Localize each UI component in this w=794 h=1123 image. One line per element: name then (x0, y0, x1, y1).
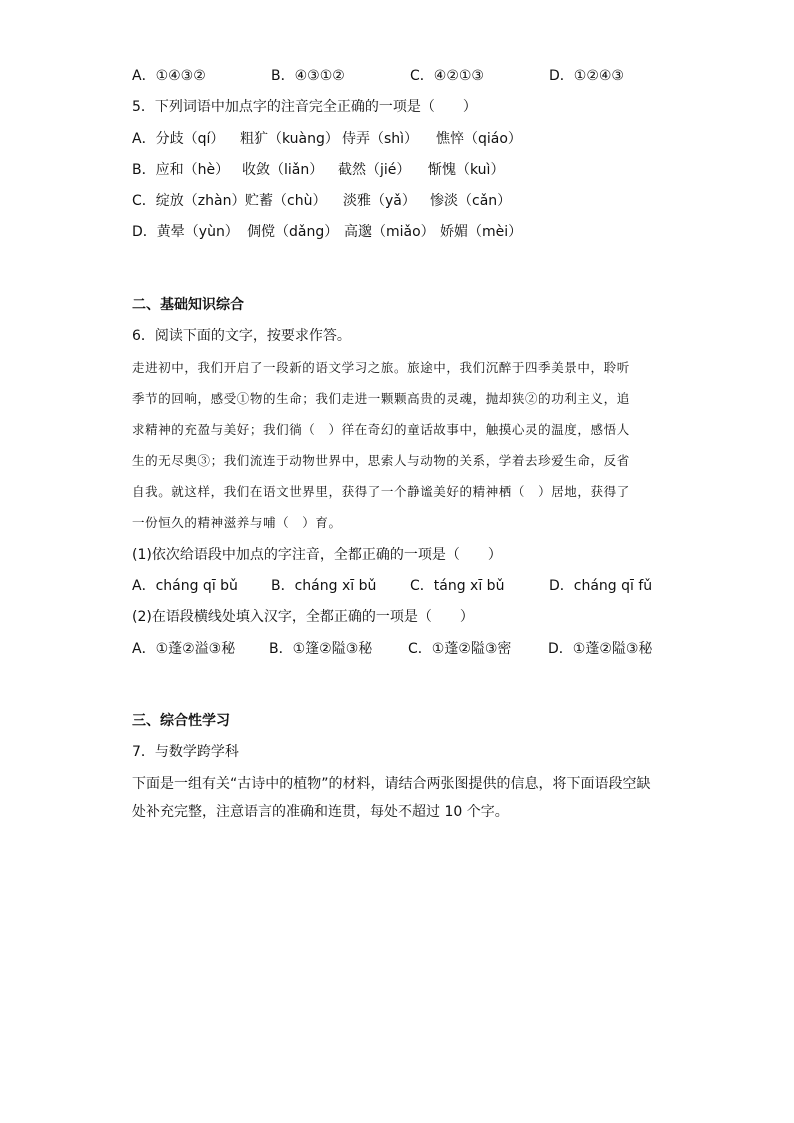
q5-b-word-3: 截然（jié） (338, 162, 411, 178)
q7-instruction-text: 下面是一组有关“古诗中的植物”的材料，请结合两张图提供的信息，将下面语段空缺处补充完整，注意语言的准确和连贯，每处不超过 10 个字。 (132, 776, 651, 820)
passage-line: 走进初中，我们开启了一段新的语文学习之旅。旅途中，我们沉醉于四季美景中，聆听 (132, 360, 630, 375)
q5-d-word-2: 倜傥（dǎng） (247, 224, 339, 240)
passage-line: 一份恒久的精神滋养与哺（ ）育。 (132, 515, 342, 530)
section-3-heading: 三、综合性学习 (132, 713, 230, 729)
q6-sub1-option-a: A．cháng qī bǔ (132, 578, 238, 594)
q6-sub2-option-a: A．①蓬②溢③秘 (132, 641, 236, 657)
q5-c-word-1: C．绽放（zhàn） (132, 193, 246, 209)
q4-option-b: B．④③①② (271, 68, 345, 84)
q5-a-word-4: 憔悴（qiáo） (436, 131, 522, 147)
q5-d-word-4: 娇媚（mèi） (440, 224, 523, 240)
q5-c-word-3: 淡雅（yǎ） (343, 193, 416, 209)
q4-option-a: A．①④③② (132, 68, 206, 84)
reading-passage (132, 352, 662, 538)
passage-line: 季节的回响，感受①物的生命；我们走进一颗颗高贵的灵魂，抛却狭②的功利主义，追 (132, 391, 630, 406)
q6-stem: 6．阅读下面的文字，按要求作答。 (132, 328, 351, 344)
q4-option-c: C．④②①③ (410, 68, 484, 84)
q6-sub1-option-d: D．cháng qī fǔ (549, 578, 653, 594)
passage-line: 生的无尽奥③；我们流连于动物世界中，思索人与动物的关系，学着去珍爱生命，反省 (132, 453, 630, 468)
q6-sub2-option-b: B．①篷②隘③秘 (269, 641, 373, 657)
q5-b-word-4: 惭愧（kuì） (428, 162, 505, 178)
q7-stem: 7．与数学跨学科 (132, 744, 239, 760)
q5-c-word-4: 惨淡（cǎn） (430, 193, 512, 209)
q5-b-word-2: 收敛（liǎn） (242, 162, 324, 178)
q5-a-word-2: 粗犷（kuàng） (240, 131, 339, 147)
q6-sub1-stem: (1)依次给语段中加点的字注音，全都正确的一项是（ ） (132, 547, 502, 563)
q6-sub2-option-c: C．①蓬②隘③密 (408, 641, 512, 657)
passage-line: 求精神的充盈与美好；我们徜（ ）徉在奇幻的童话故事中，触摸心灵的温度，感悟人 (132, 422, 630, 437)
q5-a-word-1: A．分歧（qí） (132, 131, 225, 147)
section-2-heading: 二、基础知识综合 (132, 297, 244, 313)
q5-d-word-3: 高邈（miǎo） (344, 224, 435, 240)
q5-stem: 5．下列词语中加点字的注音完全正确的一项是（ ） (132, 99, 477, 115)
q5-c-word-2: 贮蓄（chù） (245, 193, 327, 209)
passage-line: 自我。就这样，我们在语文世界里，获得了一个静谧美好的精神栖（ ）居地，获得了 (132, 484, 630, 499)
q6-sub1-option-b: B．cháng xī bǔ (271, 578, 377, 594)
q6-sub1-option-c: C．táng xī bǔ (410, 578, 505, 594)
q5-a-word-3: 侍弄（shì） (342, 131, 419, 147)
q6-sub2-stem: (2)在语段横线处填入汉字，全都正确的一项是（ ） (132, 609, 474, 625)
q4-option-d: D．①②④③ (549, 68, 624, 84)
q5-b-word-1: B．应和（hè） (132, 162, 230, 178)
q5-d-word-1: D．黄晕（yùn） (132, 224, 239, 240)
q6-sub2-option-d: D．①蓬②隘③秘 (548, 641, 653, 657)
